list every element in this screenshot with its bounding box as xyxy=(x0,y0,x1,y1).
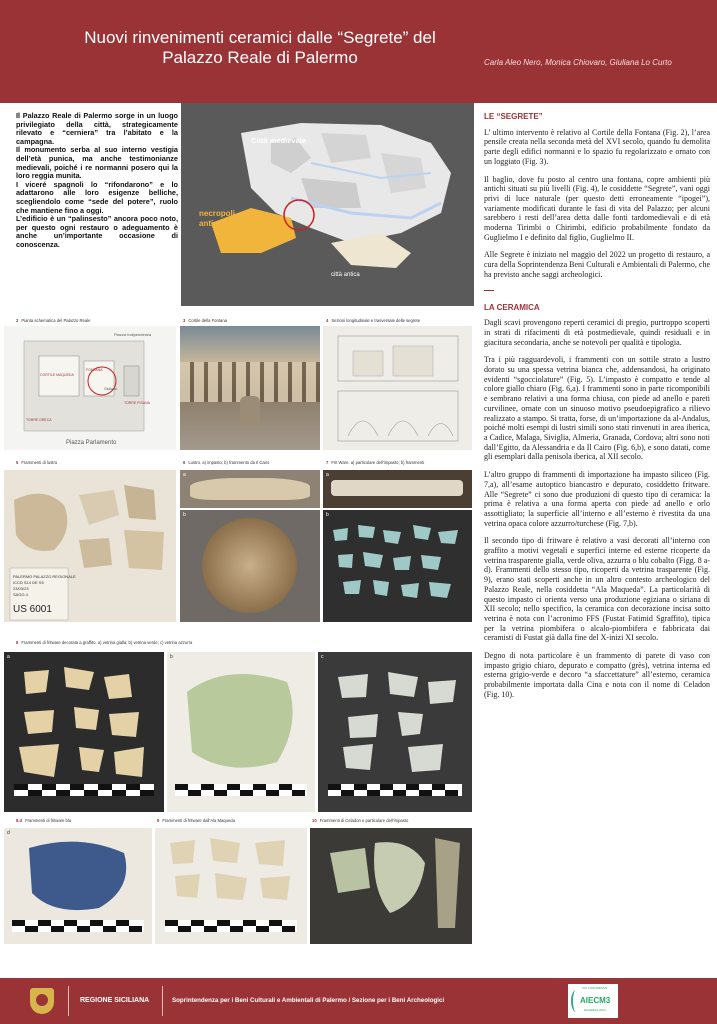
label-necropolis-2: antica xyxy=(199,219,223,228)
fig8a-photo xyxy=(4,652,164,812)
label-fontana: FONTANA xyxy=(86,368,103,372)
fig2-caption xyxy=(16,318,90,323)
fig-number: 9 xyxy=(157,818,160,823)
intro-text xyxy=(16,112,178,250)
label-medieval-city: Città medievale xyxy=(251,136,307,145)
intro-paragraph: L’edificio è un “palinsesto” ancora poco noto, per questo ogni restauro o adeguamento è anche un’importante occasione di conoscenza. xyxy=(16,214,178,249)
fig8c-svg xyxy=(318,652,472,812)
fig9-caption xyxy=(157,818,235,823)
subfig-label-d: d xyxy=(7,830,10,836)
fig-caption-text: Cortile della Fontana xyxy=(188,318,227,323)
paragraph: Degno di nota particolare è un frammento di parete di vaso con impasto grigio chiaro, depurato e compatto (grès), vetrina interna ed esterna grigio-verde e decoro “a sfaccettature” all’esterno, ceramica probabilmente importata dalla Cina e nota con il nome di Celadon (Fig. 10). xyxy=(484,651,710,699)
subfig-label-a: a xyxy=(326,472,329,478)
fig8c-photo xyxy=(318,652,472,812)
subfig-label-a: a xyxy=(7,654,10,660)
subfig-label-b: b xyxy=(170,654,173,660)
paragraph: Il secondo tipo di fritware è relativo a vasi decorati all’interno con graffito a motivi vegetali e superfici interne ed esterne ricoperte da vetrina trasparente gialla, verde oliva, azzurra o blu cobalto (Figg. 8 a-d). Frammenti dello stesso tipo, ricoperti da vetrina trasparente (Fig. 9), erano stati scoperti anche in un altro contesto archeologico del Palazzo Reale, nella cosiddetta “Ala Maqueda”. La particolarità di questo impasto ci orienta verso una produzione egiziana o siriana di XII secolo; nello specifico, la ceramica con decorazione incisa sotto vetrina è nota con l’acronimo FFS (Fustat Fatimid Sgraffito), tipica per la vetrina piombifera o alcalo-piombifera e fabbricata dai ceramisti di Fustat già dalla fine del X-inizi XI secolo. xyxy=(484,536,710,643)
logo-text-bottom: RAVENNA 2024 xyxy=(584,1008,606,1012)
fig-caption-text: Lustro. a) impasto; b) frammento da Il Cairo xyxy=(188,460,270,465)
section-heading-segrete: LE “SEGRETE” xyxy=(484,112,543,121)
fig7b-photo xyxy=(323,510,472,622)
intro-paragraph: Il Palazzo Reale di Palermo sorge in un luogo privilegiato della città, strategicamente rilevato e “cerniera” tra l’abitato e la campagna. xyxy=(16,111,178,146)
fig10-caption xyxy=(312,818,408,823)
intro-paragraph: Il monumento serba al suo interno vestigia dell’età punica, ma anche testimonianze medievali, poiché i re normanni posero qui la loro reggia munita. xyxy=(16,145,178,181)
fig8d-caption xyxy=(16,818,71,823)
logo-text-top: XIV CONGRESSO xyxy=(582,986,608,990)
paragraph: Dagli scavi provengono reperti ceramici di pregio, purtroppo scoperti in strati di rifacimenti di età postmedievale, quindi residuali e in giacitura secondaria, anche se notevoli per qualità e tipologia. xyxy=(484,318,710,347)
sample-label-line1: PALERMO PALAZZO REGIONALE xyxy=(13,574,76,579)
authors: Carla Aleo Nero, Monica Chiovaro, Giuliana Lo Curto xyxy=(484,58,672,67)
fig6b-photo xyxy=(180,510,320,622)
label-piazza-indipendenza: Piazza Indipendenza xyxy=(114,332,152,337)
subfig-label-c: c xyxy=(321,654,324,660)
title-line-1: Nuovi rinvenimenti ceramici dalle “Segrete” del xyxy=(84,28,436,47)
paragraph: Alle Segrete è iniziato nel maggio del 2022 un progetto di restauro, a cura della Soprintendenza Beni Culturali e Ambientali di Palermo, che ha previsto anche saggi archeologici. xyxy=(484,250,710,279)
sample-label-line3: 23/03/23 xyxy=(13,586,29,591)
fig10-photo xyxy=(310,828,472,944)
fig-number: 8 xyxy=(16,640,19,645)
sections-svg xyxy=(323,326,472,450)
city-map-svg xyxy=(181,103,474,306)
fig-number: 3 xyxy=(183,318,186,323)
paragraph: L’altro gruppo di frammenti di importazione ha impasto siliceo (Fig. 7,a), all’esame autoptico biancastro e depurato, cosiddetto fritware. Alle “Segrete” ci sono due produzioni di questo tipo di ceramica: la prima è relativa a una forma aperta con piede ad anello e orlo assottigliato; la superficie all’interno e all’esterno è rivestita da una vetrina opaca colore azzurro/turchese (Fig. 7,b). xyxy=(484,470,710,528)
region-crest-icon xyxy=(30,988,54,1014)
fig7b-svg xyxy=(323,510,472,622)
sections-drawing xyxy=(323,326,472,450)
sample-label-line2: ICCD S14 DE S5 xyxy=(13,580,44,585)
label-torre-pisana: TORRE PISANA xyxy=(124,401,150,405)
fig8b-svg xyxy=(167,652,315,812)
city-map xyxy=(181,103,474,306)
header-banner xyxy=(0,0,717,103)
label-ancient-city: città antica xyxy=(331,272,360,278)
fig6a-photo xyxy=(180,470,320,508)
label-giuliana: Giuliana xyxy=(104,387,117,391)
footer-divider xyxy=(68,986,69,1016)
fig10-svg xyxy=(310,828,472,944)
fig-number: 5 xyxy=(16,460,19,465)
section-divider xyxy=(484,290,494,291)
label-necropolis-1: necropoli xyxy=(199,209,236,218)
courtyard-photo xyxy=(180,326,320,450)
footer-divider xyxy=(162,986,163,1016)
fig-caption-text: Frammenti di fritware dall’Ala Maqueda xyxy=(162,818,235,823)
lustre-fragments-photo xyxy=(4,470,176,622)
region-name: REGIONE SICILIANA xyxy=(80,997,150,1004)
congress-logo xyxy=(568,984,618,1018)
fig7a-photo xyxy=(323,470,472,508)
poster-title xyxy=(40,28,480,68)
fig-caption-text: Frit Ware. a) particolare dell’impasto; b) frammenti xyxy=(331,460,425,465)
fig-number: 2 xyxy=(16,318,19,323)
label-cortile-maqueda: CORTILE MAQUEDA xyxy=(40,373,74,377)
fig-caption-text: Frammenti di lustro xyxy=(21,460,58,465)
fig8d-svg xyxy=(4,828,152,944)
fig8b-photo xyxy=(167,652,315,812)
paragraph: Il baglio, dove fu posto al centro una fontana, copre ambienti più antichi situati su più livelli (Fig. 4), le cosiddette “Segrete”, vani oggi privi di luce naturale (per questo detti erroneamente “ipogei”), variamente modificati durante le fasi di vita del Palazzo; per alcuni sarebbero i resti dell’area detta dalle fonti tardomedievali e di età moderna Tirimbi o Chirimbi, edificio probabilmente fondato da Guglielmo I e definito dal figlio, Guglielmo II. xyxy=(484,174,710,242)
fig-number: 7 xyxy=(326,460,329,465)
fig5-caption xyxy=(16,460,57,465)
paragraph: Tra i più ragguardevoli, i frammenti con un sottile strato a lustro dorato su una spessa vetrina bianca che, addensandosi, ha originato evidenti “sgocciolature” (Fig. 5). L’impasto è compatto e tende al colore giallo chiaro (Fig. 6,a). I frammenti sono in parte ricomponibili e sembrano relativi a una forma chiusa, con piede ad anello e pareti curvilinee, ornate con un sinuoso motivo pseudoepigrafico a rilievo realizzato a stampo. Si tratta, forse, di un’importazione da al-Andalus, poiché molti esempi di lustri simili sono stati rinvenuti in area iberica, a Cadice, Malaga, Siviglia, Almeria, Granada, Cordova; altri sono noti dall’Egitto, da Alessandria e da Il Cairo (Fig. 6,b), e sono datati, come gli esemplari dalla penisola iberica, al XII secolo. xyxy=(484,355,710,462)
palace-plan xyxy=(4,326,176,450)
logo-text-mid: AIECM3 xyxy=(580,996,611,1005)
paragraph: L’ ultimo intervento è relativo al Cortile della Fontana (Fig. 2), l’area pensile creata nella seconda metà del XVI secolo, quando fu demolita parte degli edifici normanni e lo spazio fu regolarizzato e ornato con un loggiato (Fig. 3). xyxy=(484,127,710,166)
fig6-caption xyxy=(183,460,269,465)
fig4-caption xyxy=(326,318,420,323)
lustre-svg xyxy=(4,470,176,622)
label-piazza-parlamento: Piazza Parlamento xyxy=(66,440,117,446)
subfig-label-b: b xyxy=(183,512,186,518)
sample-label-us: US 6001 xyxy=(13,604,52,615)
fig-caption-text: Sezioni longitudinale e trasversale delle segrete xyxy=(331,318,421,323)
fig8a-svg xyxy=(4,652,164,812)
title-line-2: Palazzo Reale di Palermo xyxy=(162,48,358,67)
sample-label-line4: SAGG 4 xyxy=(13,592,28,597)
fig-caption-text: Pianta schematica del Palazzo Reale xyxy=(21,318,91,323)
agency-name: Soprintendenza per i Beni Culturali e Ambientali di Palermo / Sezione per i Beni Archeologici xyxy=(172,997,445,1004)
fig-caption-text: Frammenti di Celadon e particolare dell’impasto xyxy=(319,818,409,823)
label-torre-greca: TORRE GRECA xyxy=(26,418,52,422)
fig-caption-text: Frammenti di fritware decorata a graffito. a) vetrina gialla; b) vetrina verde; c) vetrina azzurra xyxy=(21,640,193,645)
fig7-caption xyxy=(326,460,424,465)
footer-banner xyxy=(0,978,717,1024)
fig-number: 6 xyxy=(183,460,186,465)
fig9-photo xyxy=(155,828,307,944)
fig3-caption xyxy=(183,318,227,323)
fig8-caption xyxy=(16,640,192,645)
right-column xyxy=(484,112,710,708)
subfig-label-b: b xyxy=(326,512,329,518)
fig-number: 10 xyxy=(312,818,317,823)
fig9-svg xyxy=(155,828,307,944)
subfig-label-a: a xyxy=(183,472,186,478)
fig-number: 8.d xyxy=(16,818,23,823)
palace-plan-svg xyxy=(4,326,176,450)
section-heading-ceramica: LA CERAMICA xyxy=(484,302,540,312)
fig-caption-text: Frammenti di fritware blu xyxy=(25,818,72,823)
intro-paragraph: I viceré spagnoli lo “rifondarono” e lo adattarono alle loro esigenze belliche, scegliendolo come “sede del potere”, ruolo che mantiene fino a oggi. xyxy=(16,179,178,215)
fig8d-photo xyxy=(4,828,152,944)
fig-number: 4 xyxy=(326,318,329,323)
